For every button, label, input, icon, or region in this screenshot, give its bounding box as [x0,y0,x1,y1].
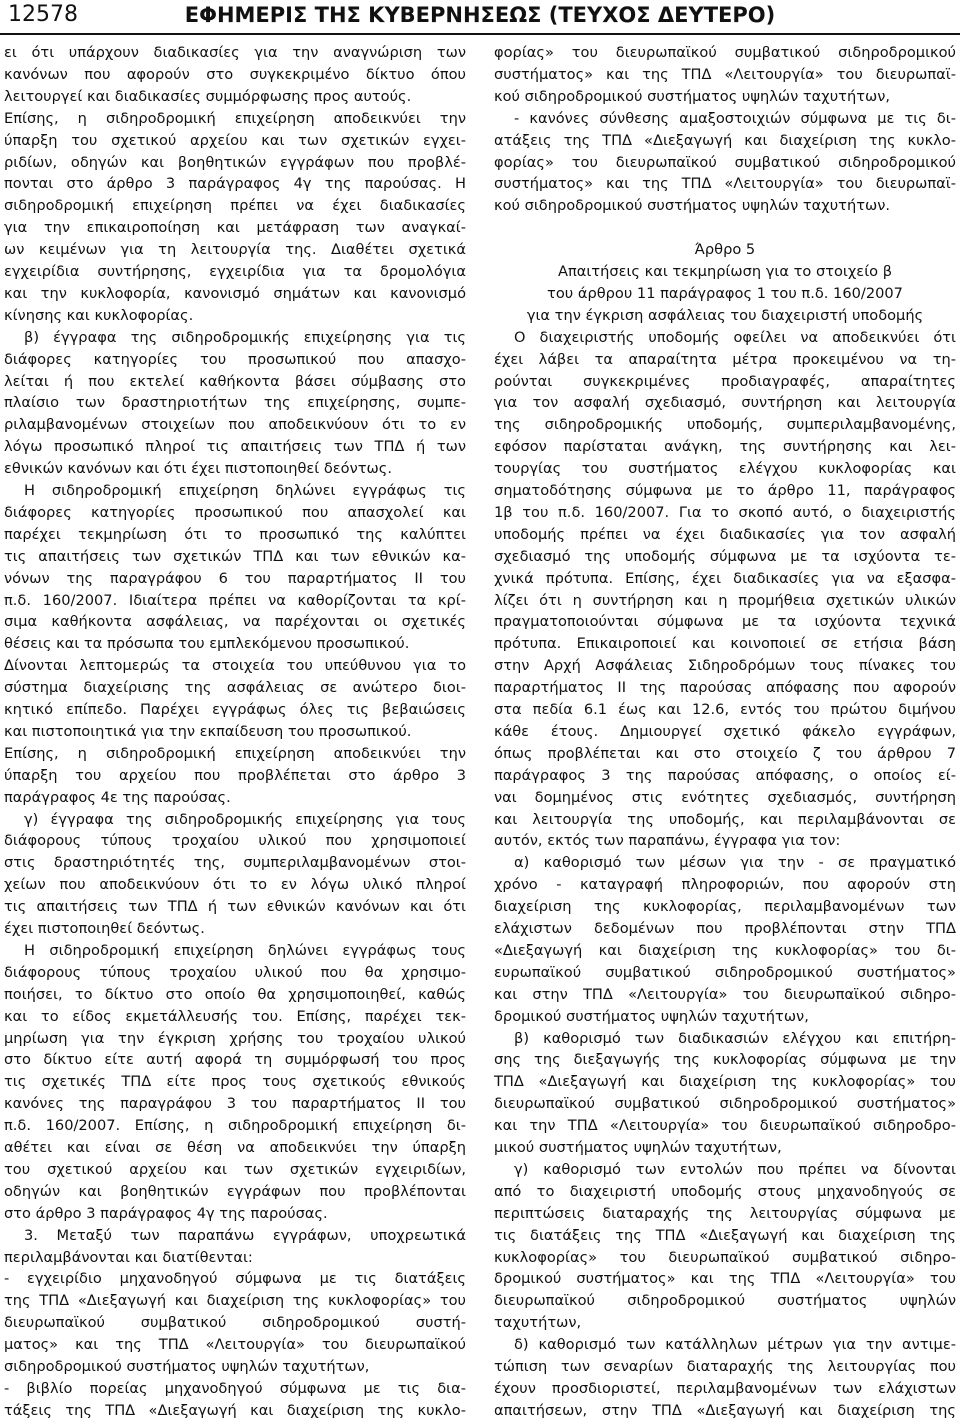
text-line: έχει λάβει τα απαραίτητα μέτρα προκειμένου να τη- [494,350,956,368]
text-line: τις απαιτήσεις των ΤΠΔ ή των εθνικών κανόνων και ότι [4,898,466,916]
text-line: β) καθορισμό των διαδικασιών ελέγχου και επιτήρη- [514,1029,956,1047]
text-line: πονται στο άρθρο 3 παράγραφος 4γ της παρούσας. Η [4,175,466,193]
text-line: Η σιδηροδρομική επιχείρηση δηλώνει εγγράφως τους [24,941,466,959]
text-line: μηρίωση για την έγκριση χρήσης του τροχαίου υλικού [4,1029,466,1047]
text-line: ριδίων, οδηγών και βοηθητικών εγγράφων που προβλέ- [4,153,466,171]
text-line: υποδομής πρέπει να έχει διαδικασίες για τον ασφαλή [494,525,956,543]
text-line: τις διατάξεις της ΤΠΔ «Διεξαγωγή και διαχείριση της [494,1226,956,1244]
text-line: ριλαμβανομένων στοιχείων που αποδεικνύουν ότι το εν [4,416,466,434]
text-line: οδηγών και βοηθητικών εγγράφων που προβλέπονται [4,1182,466,1200]
text-line: δρομικού συστήματος» και της ΤΠΔ «Λειτουργία» του [494,1270,956,1288]
text-line: διάφορους τύπους τροχαίου υλικού που χρησιμοποιεί [4,832,466,850]
text-line: περιπτώσεις διαταραχής της λειτουργίας σύμφωνα με [494,1204,956,1222]
text-line: ματος» και της ΤΠΔ «Λειτουργία» του διευρωπαϊκού [4,1336,466,1354]
text-line: ων κειμένων για τη λειτουργία της. Διαθέτει σχετικά [4,241,466,259]
text-line: κίνησης και κυκλοφορίας. [4,306,194,324]
text-line: σχεδιασμό της υποδομής σύμφωνα με τα ισχύοντα τε- [494,547,956,565]
text-line: στις δραστηριότητές της, συμπεριλαμβανομένων στοι- [4,854,466,872]
text-line: του σχετικού αρχείου και των σχετικών εγχειριδίων, [4,1160,466,1178]
text-line: σηματοδότησης σύμφωνα με το άρθρο 11, παράγραφος [494,482,956,499]
text-line: ΤΠΔ «Διεξαγωγή και διαχείριση της κυκλοφορίας» του [494,1073,956,1091]
text-line: γ) καθορισμό των εντολών που πρέπει να δίνονται [514,1160,956,1178]
text-line: Ο διαχειριστής υποδομής οφείλει να αποδεικνύει ότι [514,328,956,346]
text-line: συστήματος» και της ΤΠΔ «Λειτουργία» του διευρωπαϊ- [494,175,956,193]
text-line: Η σιδηροδρομική επιχείρηση δηλώνει εγγράφως τις [24,482,466,499]
text-line: α) καθορισμό των μέσων για την - σε πραγματικό [514,854,956,872]
text-line: σιδηροδρομικού συστήματος υψηλών ταχυτήτων, [4,1358,370,1375]
text-line: παράγραφος 3 της παρούσας απόφασης, ο οποίος εί- [494,766,956,784]
text-line: του άρθρου 11 παράγραφος 1 του π.δ. 160/2007 [547,284,903,302]
text-line: ελάχιστων δεδομένων που προβλέπονται στην ΤΠΔ [494,920,956,937]
text-line: της ΤΠΔ «Διεξαγωγή και διαχείριση της κυκλοφορίας» του [4,1292,466,1310]
text-line: στην Αρχή Ασφάλειας Σιδηροδρόμων τους πίνακες του [494,657,956,675]
text-line: - εγχειρίδιο μηχανοδηγού σύμφωνα με τις διατάξεις [4,1270,466,1288]
text-line: στα πεδία 6.1 έως και 12.6, εντός του πρώτου διμήνου [494,701,956,718]
text-line: δρομικού συστήματος υψηλών ταχυτήτων, [494,1007,809,1025]
text-line: χνικά πρότυπα. Επίσης, έχει διαδικασίες για να εξασφα- [494,569,956,587]
text-line: Άρθρο 5 [694,241,756,259]
text-line: - βιβλίο πορείας μηχανοδηγού σύμφωνα με τις δια- [4,1379,466,1397]
text-line: και λειτουργία της υποδομής, και περιλαμβάνονται σε [494,810,956,828]
text-line: Απαιτήσεις και τεκμηρίωση για το στοιχείο β [557,263,893,280]
text-line [494,218,956,238]
text-line: απαιτήσεων, στην ΤΠΔ «Διεξαγωγή και διαχείριση της [494,1401,956,1419]
text-line: ταχυτήτων, [494,1314,582,1332]
text-line: - κανόνες σύνθεσης αμαξοστοιχιών σύμφωνα με τις δι- [514,109,956,127]
text-line: σιμα καθήκοντα ασφάλειας, να παρέχονται οι σχετικές [4,613,466,631]
text-line: για την επικαιροποίηση και μετάφραση των αναγκαί- [4,219,466,237]
text-line: διευρωπαϊκού συμβατικού σιδηροδρομικού συστήματος» [494,1095,956,1113]
text-line: για τον ασφαλή σχεδιασμό, συντήρηση και λειτουργία [494,394,956,412]
text-line: και την κυκλοφορία, κανονισμό σημάτων και κανονισμό [4,284,466,302]
text-line: π.δ. 160/2007. Επίσης, η σιδηροδρομική επιχείρηση δι- [4,1117,466,1135]
text-line: κυκλοφορίας» του διευρωπαϊκού συμβατικού σιδηρο- [494,1248,956,1266]
text-line: τώπιση των σεναρίων διαταραχής της λειτουργίας που [494,1358,956,1375]
text-line: γ) έγγραφα της σιδηροδρομικής επιχείρησης για τους [24,810,466,828]
text-line: ποιήσει, το δίκτυο στο οποίο θα χρησιμοποιηθεί, καθώς [4,985,466,1003]
text-line: διάφορους τύπους τροχαίου υλικού που θα χρησιμο- [4,963,466,981]
text-line: λίζει ότι η συντήρηση και η προμήθεια σχετικών υλικών [494,591,956,609]
text-line: κού σιδηροδρομικού συστήματος υψηλών ταχυτήτων, [494,87,891,105]
text-line: ει ότι υπάρχουν διαδικασίες για την αναγνώριση των [4,44,466,61]
text-line: β) έγγραφα της σιδηροδρομικής επιχείρησης για τις [24,328,466,346]
text-line: παράγραφος 4ε της παρούσας. [4,788,231,806]
text-line: ναι δομημένος στις ενότητες σχεδιασμός, συντήρηση [494,788,956,806]
text-line: ευρωπαϊκού συμβατικού σιδηροδρομικού συστήματος» [494,963,956,981]
text-line: σύστημα διαχείρισης της ασφάλειας σε ανώτερο διοι- [4,679,466,697]
text-line: «Διεξαγωγή και διαχείριση της κυκλοφορίας» του δι- [494,941,956,959]
text-line: κητικό επίπεδο. Παρέχει εγγράφως όλες τις βεβαιώσεις [4,701,466,718]
text-line: κού σιδηροδρομικού συστήματος υψηλών ταχυτήτων. [494,197,891,215]
text-line: και το είδος εκμετάλλευσής του. Επίσης, παρέχει τεκ- [4,1007,466,1025]
text-line: τις απαιτήσεις των σχετικών ΤΠΔ και των εθνικών κα- [4,547,466,565]
text-line: λόγω προσωπικό πληροί τις απαιτήσεις των ΤΠΔ ή των [4,438,466,456]
text-line: τουργίας του συστήματος ελέγχου κυκλοφορίας και [494,460,956,478]
text-line: φορίας» του διευρωπαϊκού συμβατικού σιδηροδρομικού [494,153,956,171]
text-line: συστήματος» και της ΤΠΔ «Λειτουργία» του διευρωπαϊ- [494,65,956,83]
text-line: νόνων της παραγράφου 6 του παραρτήματος ΙΙ του [4,569,466,587]
text-line: και πιστοποιητικά για την εκπαίδευση του προσωπικού. [4,722,412,740]
text-line: διαχείριση της κυκλοφορίας, περιλαμβανομένων των [494,898,956,916]
text-line: τάξεις της ΤΠΔ «Διεξαγωγή και διαχείριση της κυκλο- [4,1401,466,1419]
text-line: χρόνο - καταγραφή πληροφοριών, που αφορούν στη [494,876,956,894]
text-line: Επίσης, η σιδηροδρομική επιχείρηση αποδεικνύει την [4,744,466,762]
text-line: διευρωπαϊκού συμβατικού σιδηροδρομικού συστή- [4,1314,466,1332]
text-line: παρέχει τεκμηρίωση ότι το προσωπικό της καλύπτει [4,525,466,543]
text-line: π.δ. 160/2007. Ιδιαίτερα πρέπει να καθορίζονται τα κρί- [4,591,466,609]
text-line: κάθε έτους. Δημιουργεί σχετικό φάκελο εγγράφων, [494,722,956,740]
text-line: 3. Μεταξύ των παραπάνω εγγράφων, υποχρεωτικά [24,1226,466,1244]
text-line: σης της διεξαγωγής της κυκλοφορίας σύμφωνα με την [494,1051,956,1069]
text-line: ύπαρξη του σχετικού αρχείου και των σχετικών εγχει- [4,131,466,149]
text-line: εθνικών κανόνων και ότι έχει πιστοποιηθεί δεόντως. [4,460,392,478]
text-line: τις σχετικές ΤΠΔ είτε προς τους σχετικούς εθνικούς [4,1073,466,1091]
text-line: στο δίκτυο είτε αυτή αφορά τη συμμόρφωσή του προς [4,1051,466,1069]
gazette-title: ΕΦΗΜΕΡΙΣ ΤΗΣ ΚΥΒΕΡΝΗΣΕΩΣ (ΤΕΥΧΟΣ ΔΕΥΤΕΡΟ) [184,3,776,27]
text-line: μικού συστήματος υψηλών ταχυτήτων, [494,1139,782,1156]
text-line: λείται ή που εκτελεί καθήκοντα βάσει σύμβασης στο [4,372,466,390]
text-line: ρούνται συγκεκριμένες προδιαγραφές, απαραίτητες [494,372,956,390]
text-line: έχει πιστοποιηθεί δεόντως. [4,920,205,937]
text-line: κανόνες της παραγράφου 3 του παραρτήματος ΙΙ του [4,1095,466,1113]
text-line: της σιδηροδρομικής υποδομής, συμπεριλαμβανομένης, [494,416,956,434]
text-line: για την έγκριση ασφάλειας του διαχειριστή υποδομής [526,306,924,324]
text-line: λειτουργεί και διαδικασίες συμμόρφωσης προς αυτούς. [4,87,412,105]
text-line: πλαίσιο των δραστηριοτήτων της επιχείρησης, συμπε- [4,394,466,412]
text-line: αθέτει και είναι σε θέση να αποδεικνύει την ύπαρξη [4,1139,466,1156]
text-line: εφόσον παρίσταται ανάγκη, της συντήρησης και λει- [494,438,956,456]
text-line: στο άρθρο 3 παράγραφος 4γ της παρούσας. [4,1204,328,1222]
text-line: διάφορες κατηγορίες προσωπικού που απασχολεί και [4,503,466,521]
text-line: 1β του π.δ. 160/2007. Για το σκοπό αυτό, ο διαχειριστής [494,503,956,521]
text-line: εγχειρίδια συντήρησης, εγχειρίδια για τα δρομολόγια [4,263,466,280]
text-line: ατάξεις της ΤΠΔ «Διεξαγωγή και διαχείριση της κυκλο- [494,131,956,149]
text-line: από το διαχειριστή υποδομής στους μηχανοδηγούς σε [494,1182,956,1200]
text-line: παραρτήματος ΙΙ της παρούσας απόφασης που αφορούν [494,679,956,697]
text-line: πρότυπα. Επικαιροποιεί και κοινοποιεί σε ετήσια βάση [494,635,956,653]
text-line: αυτόν, εκτός των παραπάνω, έγγραφα για τον: [494,832,841,850]
text-line: διευρωπαϊκού σιδηροδρομικού συστήματος υψηλών [494,1292,956,1310]
text-line: Επίσης, η σιδηροδρομική επιχείρηση αποδεικνύει την [4,109,466,127]
text-line: ύπαρξη του αρχείου που προβλέπεται στο άρθρο 3 [4,766,466,784]
text-line: έχουν προσδιοριστεί, περιλαμβανομένων των ελάχιστων [494,1379,956,1397]
left-column [4,0,466,1425]
page-number: 12578 [8,2,78,27]
text-line: διάφορες κατηγορίες του προσωπικού που απασχο- [4,350,466,368]
text-line: θέσεις και τα πρόσωπα του εμπλεκόμενου προσωπικού. [4,635,410,653]
text-line: κανόνων που αφορούν στο συγκεκριμένο δίκτυο όπου [4,65,466,83]
text-line: όπως προβλέπεται και στο στοιχείο ζ του άρθρου 7 [494,744,956,762]
text-line: και την ΤΠΔ «Λειτουργία» του διευρωπαϊκού σιδηροδρο- [494,1117,956,1135]
text-line: πραγματοποιούνται σύμφωνα με τα ισχύοντα τεχνικά [494,613,956,631]
text-line: Δίνονται λεπτομερώς τα στοιχεία του υπεύθυνου για το [4,657,466,675]
text-line: χείων που αποδεικνύουν ότι το εν λόγω υλικό πληροί [4,876,466,894]
text-line: και στην ΤΠΔ «Λειτουργία» του διευρωπαϊκού σιδηρο- [494,985,956,1003]
text-line: περιλαμβάνονται και διατίθενται: [4,1248,253,1266]
text-line: φορίας» του διευρωπαϊκού συμβατικού σιδηροδρομικού [494,44,956,61]
text-line: σιδηροδρομική επιχείρηση πρέπει να έχει διαδικασίες [4,197,466,215]
text-line: δ) καθορισμό των κατάλληλων μέτρων για την αντιμε- [514,1336,956,1354]
right-column [494,0,956,1425]
